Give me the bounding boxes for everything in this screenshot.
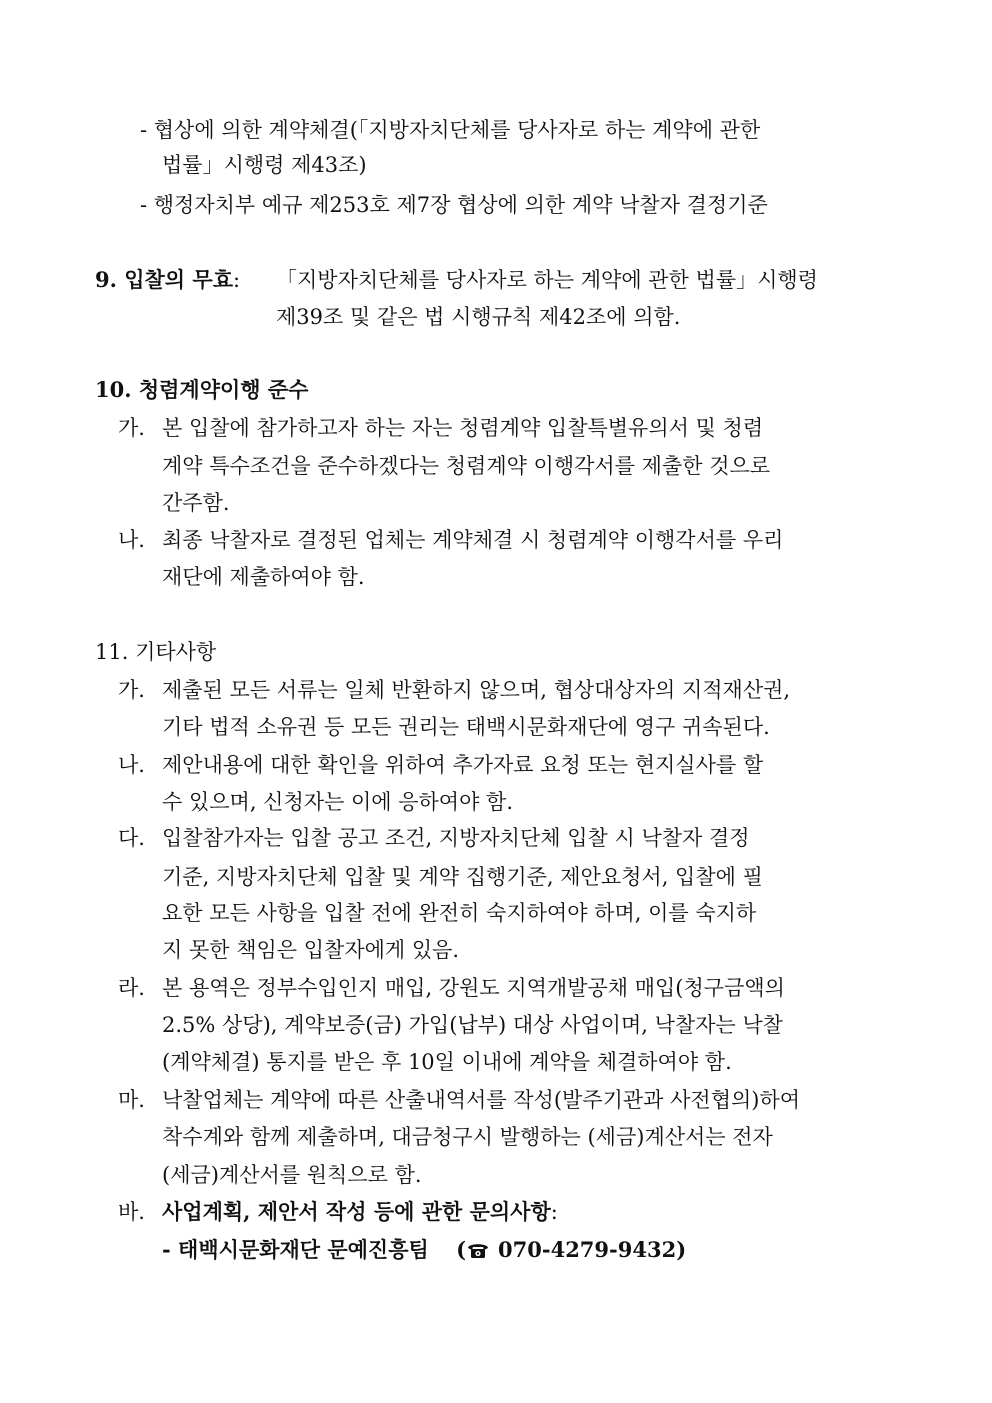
s11-ga-line1: 제출된 모든 서류는 일체 반환하지 않으며, 협상대상자의 지적재산권,	[162, 678, 791, 702]
s11-contact-phone: 070-4279-9432	[498, 1237, 677, 1262]
s8-item2	[140, 190, 880, 220]
s10-ga-line3: 간주함.	[162, 491, 230, 515]
s10-ga-line2: 계약 특수조건을 준수하겠다는 청렴계약 이행각서를 제출한 것으로	[162, 454, 771, 478]
s11-ma-line1: 낙찰업체는 계약에 따른 산출내역서를 작성(발주기관과 사전협의)하여	[162, 1088, 801, 1112]
s8-item1-line1	[140, 115, 897, 145]
s11-ra-line2: 2.5% 상당), 계약보증(금) 가입(납부) 대상 사업이며, 낙찰자는 낙찰	[162, 1013, 783, 1037]
s11-ra-line3: (계약체결) 통지를 받은 후 10일 이내에 계약을 체결하여야 함.	[162, 1050, 732, 1074]
s8-item1-line2: 법률」시행령 제43조)	[162, 153, 367, 177]
s10-ga-marker: 가.	[118, 416, 145, 440]
s10-ga-line1: 본 입찰에 참가하고자 하는 자는 청렴계약 입찰특별유의서 및 청렴	[162, 416, 764, 440]
s11-na-line1: 제안내용에 대한 확인을 위하여 추가자료 요청 또는 현지실사를 할	[162, 753, 764, 777]
s11-contact-prefix: - 태백시문화재단 문예진흥팀	[162, 1237, 429, 1262]
s9-text-line2: 제39조 및 같은 법 시행규칙 제42조에 의함.	[276, 305, 681, 329]
s10-na-marker: 나.	[118, 528, 145, 552]
s10-na-line1: 최종 낙찰자로 결정된 업체는 계약체결 시 청렴계약 이행각서를 우리	[162, 528, 784, 552]
s11-heading: 11. 기타사항	[95, 640, 217, 664]
s10-na-line2: 재단에 제출하여야 함.	[162, 565, 365, 589]
s8-item1-text: - 협상에 의한 계약체결(「지방자치단체를 당사자로 하는 계약에 관한	[140, 118, 761, 142]
s11-contact-row: - 태백시문화재단 문예진흥팀 ( 070-4279-9432)	[162, 1237, 687, 1262]
s11-ma-line3: (세금)계산서를 원칙으로 함.	[162, 1163, 422, 1187]
s9-text-line1: 「지방자치단체를 당사자로 하는 계약에 관한 법률」시행령	[276, 268, 818, 292]
s11-ga-marker: 가.	[118, 678, 145, 702]
s10-heading: 10. 청렴계약이행 준수	[95, 377, 309, 402]
s11-ba-row	[162, 1197, 558, 1227]
s11-ra-line1: 본 용역은 정부수입인지 매입, 강원도 지역개발공채 매입(청구금액의	[162, 976, 785, 1000]
phone-icon	[466, 1237, 490, 1255]
s11-na-marker: 나.	[118, 753, 145, 777]
s8-item2-text: - 행정자치부 예규 제253호 제7장 협상에 의한 계약 낙찰자 결정기준	[140, 193, 768, 217]
s11-ba-marker: 바.	[118, 1200, 145, 1224]
s11-ga-line2: 기타 법적 소유권 등 모든 권리는 태백시문화재단에 영구 귀속된다.	[162, 715, 770, 739]
s11-ba-text: 사업계획, 제안서 작성 등에 관한 문의사항	[162, 1199, 551, 1224]
s11-ra-marker: 라.	[118, 976, 145, 1000]
s11-da-line2: 기준, 지방자치단체 입찰 및 계약 집행기준, 제안요청서, 입찰에 필	[162, 865, 763, 889]
s11-da-line1: 입찰참가자는 입찰 공고 조건, 지방자치단체 입찰 시 낙찰자 결정	[162, 826, 750, 850]
s9-colon: :	[232, 268, 241, 292]
s11-ma-line2: 착수계와 함께 제출하며, 대금청구시 발행하는 (세금)계산서는 전자	[162, 1125, 773, 1149]
s9-heading-row	[95, 265, 240, 295]
s11-ma-marker: 마.	[118, 1088, 145, 1112]
s11-da-marker: 다.	[118, 826, 145, 850]
s11-ba-colon: :	[550, 1200, 558, 1224]
s11-na-line2: 수 있으며, 신청자는 이에 응하여야 함.	[162, 790, 514, 814]
s9-heading: 9. 입찰의 무효	[95, 267, 233, 292]
s11-da-line4: 지 못한 책임은 입찰자에게 있음.	[162, 938, 460, 962]
s11-da-line3: 요한 모든 사항을 입찰 전에 완전히 숙지하여야 하며, 이를 숙지하	[162, 901, 757, 925]
